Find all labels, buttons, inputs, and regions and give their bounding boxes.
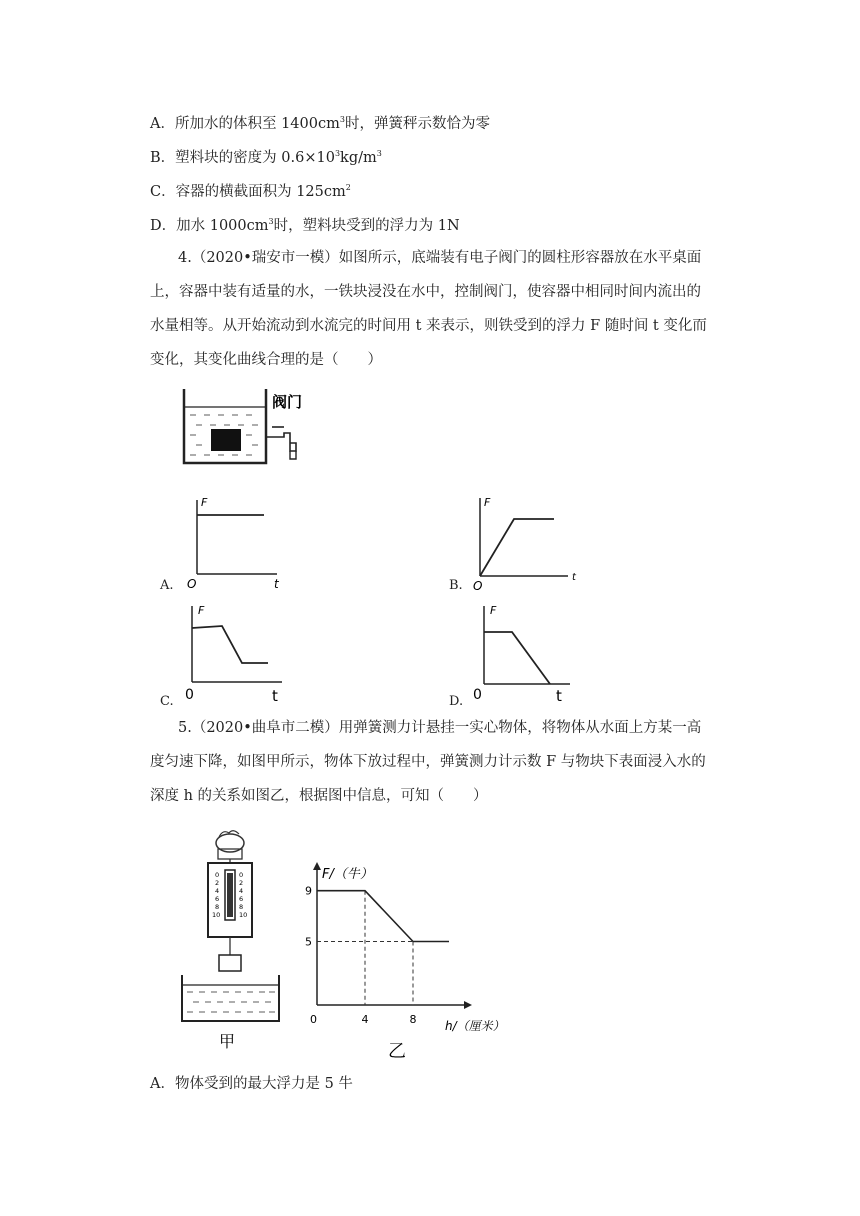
svg-text:t: t [572,572,576,583]
svg-text:F: F [198,604,205,617]
solid-object [219,955,241,971]
x-tick-label: 0 [310,1013,317,1026]
valve-label: 阀门 [272,393,303,411]
svg-text:4: 4 [215,887,220,895]
y-axis-label: F/（牛） [322,867,373,882]
q4-option-a-label: A. [160,578,174,593]
x-tick-label: 4 [361,1013,369,1026]
q3-option-c: C．容器的横截面积为 $125cm^2$ [150,183,351,200]
q4-stem: 4.（2020•瑞安市一模）如图所示，底端装有电子阀门的圆柱形容器放在水平桌面上，容器中装有适量的水，一铁块浸没在水中，控制阀门，使容器中相同时间内流出的水量相等。从开始流动到水流完的时间用 t 来表示，则铁受到的浮力 F 随时间 t 变化而变化，其变化曲线合理的是（ ） [150,250,707,368]
svg-text:10: 10 [239,911,248,919]
svg-text:2: 2 [215,879,220,887]
q5-chart [300,860,510,1060]
svg-text:8: 8 [215,903,220,911]
svg-text:F: F [201,496,208,509]
svg-text:8: 8 [239,903,244,911]
svg-text:10: 10 [212,911,221,919]
y-tick-label: 9 [305,884,312,898]
svg-text:t: t [556,687,562,705]
svg-text:6: 6 [215,895,220,903]
svg-text:4: 4 [239,887,244,895]
q4-option-b-graph [470,492,585,592]
q4-option-d-graph [470,600,585,705]
iron-block [211,429,241,451]
fig-yi-label: 乙 [388,1041,406,1060]
y-tick-label: 5 [305,935,312,949]
series-line [317,891,449,942]
q4-option-c-graph [182,600,292,705]
svg-text:F: F [490,604,497,617]
q5-stem: 5.（2020•曲阜市二模）用弹簧测力计悬挂一实心物体，将物体从水面上方某一高度匀速下降，如图甲所示，物体下放过程中，弹簧测力计示数 F 与物块下表面浸入水的深度 h 的关系如图乙，根据图中信息，可知（ ） [150,720,706,804]
q3-option-d: D．加水 $1000cm^3$时，塑料块受到的浮力为 1N [150,217,460,234]
q5-option-a: A．物体受到的最大浮力是 5 牛 [150,1076,353,1092]
svg-text:t: t [274,577,279,591]
q4-option-a-graph [182,492,292,592]
q3-option-a: A．所加水的体积至 $1400cm^3$时，弹簧秤示数恰为零 [150,115,490,132]
q5-spring-scale-figure [175,825,285,1055]
q4-option-b-label: B. [449,578,463,593]
q4-container-figure [180,385,310,475]
x-tick-label: 8 [409,1013,417,1026]
svg-text:6: 6 [239,895,244,903]
svg-text:0: 0 [185,687,194,703]
x-axis-label: h/（厘米） [445,1019,505,1033]
svg-text:0: 0 [473,687,482,703]
svg-text:0: 0 [239,871,244,879]
fig-jia-label: 甲 [219,1032,236,1051]
svg-text:F: F [484,496,491,509]
svg-text:t: t [272,687,278,705]
svg-text:O: O [473,579,483,592]
svg-text:0: 0 [215,871,220,879]
q3-option-b: B．塑料块的密度为 $0.6\times 10^3kg/m^3$ [150,149,382,166]
svg-text:2: 2 [239,879,244,887]
svg-text:O: O [187,577,197,591]
q4-option-d-label: D. [449,694,464,709]
q4-option-c-label: C. [160,694,174,709]
